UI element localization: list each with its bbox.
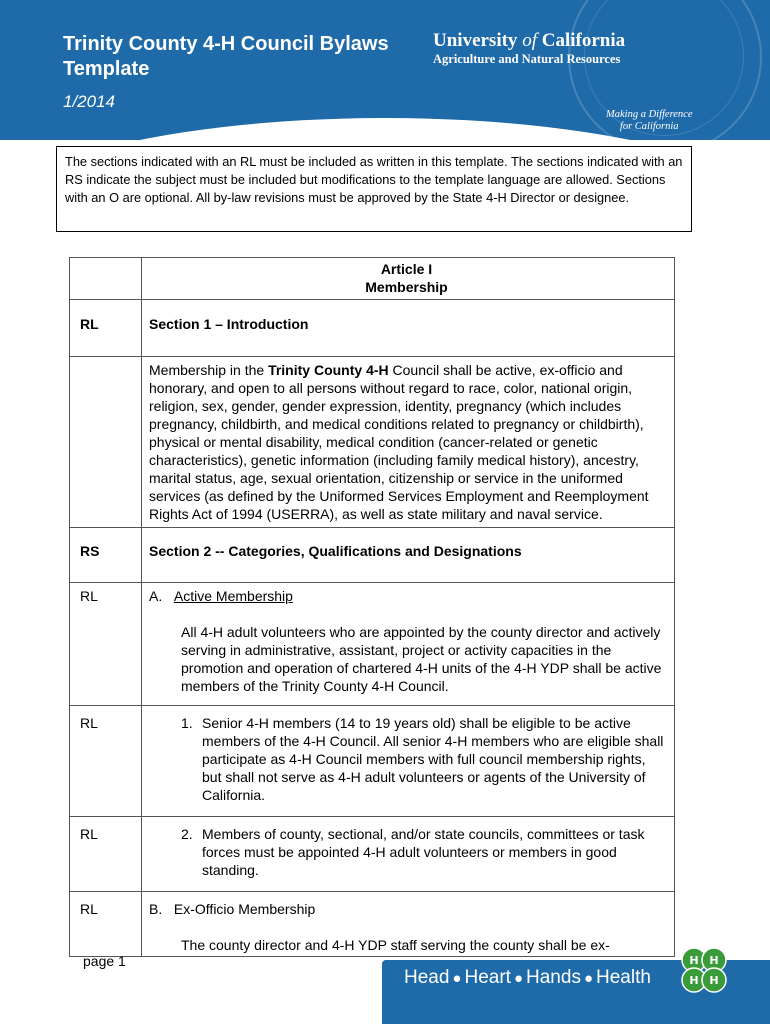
tagline [606,109,693,133]
page-number: page 1 [83,953,126,969]
bullet-dot: ● [583,970,593,987]
four-h-clover-icon [676,942,732,998]
bylaws-table [69,257,675,957]
uc-name-part: University [433,30,518,51]
slogan-word: Heart [464,967,511,988]
table-row [70,583,675,706]
svg-text:H: H [709,954,719,967]
code-cell: RL [70,817,142,892]
code-cell: RL [70,583,142,706]
table-row [70,817,675,892]
tagline-line: for California [619,121,679,132]
item-text: Members of county, sectional, and/or state councils, committees or task forces must be appointed 4-H adult volunteers or members in good standing. [202,826,645,878]
uc-name-part: California [541,30,626,51]
membership-item [142,583,675,706]
tagline-line: Making a Difference [606,109,693,120]
svg-text:H: H [709,974,719,987]
article-title: Membership [365,279,448,295]
bullet-dot: ● [452,970,462,987]
section-heading: Section 1 – Introduction [142,300,675,357]
numbered-item [142,817,675,892]
uc-name-of: of [522,30,537,51]
table-row [70,258,675,300]
slogan-word: Head [404,967,450,988]
table-row [70,892,675,957]
item-title: Active Membership [173,588,293,604]
instructions-box: The sections indicated with an RL must be included as written in this template. The sections indicated with an RS indicate the subject must be included but modifications to the template language are allowed. Sections with an O are optional. All by-law revisions must be approved by the State 4-H Director or designee. [56,146,692,232]
item-heading [149,587,664,605]
item-title: Ex-Officio Membership [173,901,316,917]
table-row [70,528,675,583]
table-row [70,300,675,357]
svg-text:H: H [689,974,699,987]
code-cell: RL [70,892,142,957]
code-cell: RL [70,300,142,357]
bullet-dot: ● [513,970,524,987]
item-letter: A. [149,588,163,604]
svg-text:H: H [689,954,699,967]
item-number: 1. [181,715,193,731]
article-number: Article I [380,261,433,277]
document-title: Trinity County 4-H Council Bylaws Template [63,33,389,80]
article-heading [142,258,675,300]
code-cell [70,357,142,528]
item-letter: B. [149,901,163,917]
item-number: 2. [181,826,193,842]
code-cell [70,258,142,300]
county-name: Trinity County 4-H [268,362,389,378]
code-cell: RS [70,528,142,583]
paragraph-text: Council shall be active, ex-officio and honorary, and open to all persons without regard to race, color, national origin, religion, sex, gender, gender expression, identity, pregnancy (which includes pregnancy, childbirth, and medical conditions related to pregnancy or childbirth), physical or mental disability, medical condition (cancer-related or genetic characteristics), genetic information (including family medical history), ancestry, marital status, age, sexual orientation, citizenship or service in the uniformed services (as defined by the Uniformed Services Employment and Reemployment Rights Act of 1994 (USERRA), as well as state military and naval service. [149,362,649,522]
slogan-word: Hands [526,967,581,988]
numbered-item-body [149,714,664,804]
paragraph-text: Membership in the [149,362,269,378]
item-text: Senior 4-H members (14 to 19 years old) shall be eligible to be active members of the 4-H Council. All senior 4-H members who are eligible shall participate as 4-H Council members with full council membership rights, but shall not serve as 4-H adult volunteers or agents of the University of California. [202,715,664,803]
table-row [70,357,675,528]
numbered-item-body [149,825,664,879]
item-text: The county director and 4-H YDP staff serving the county shall be ex- [181,937,610,953]
table-row [70,706,675,817]
membership-item [142,892,675,957]
code-cell: RL [70,706,142,817]
document-date: 1/2014 [63,92,115,111]
section-heading: Section 2 -- Categories, Qualifications and Designations [142,528,675,583]
item-heading [149,900,664,918]
slogan-word: Health [596,967,651,988]
footer-slogan [404,967,651,989]
header-banner [0,0,770,140]
university-logo-text [433,30,625,52]
item-text: All 4-H adult volunteers who are appointed by the county director and actively serving in administrative, assistant, project or activity capacities in the promotion and operation of chartered 4-H units of the 4-H YDP shall be active members of the Trinity County 4-H Council. [181,624,662,694]
numbered-item [142,706,675,817]
section-paragraph [142,357,675,528]
uc-division-text: Agriculture and Natural Resources [433,52,621,66]
